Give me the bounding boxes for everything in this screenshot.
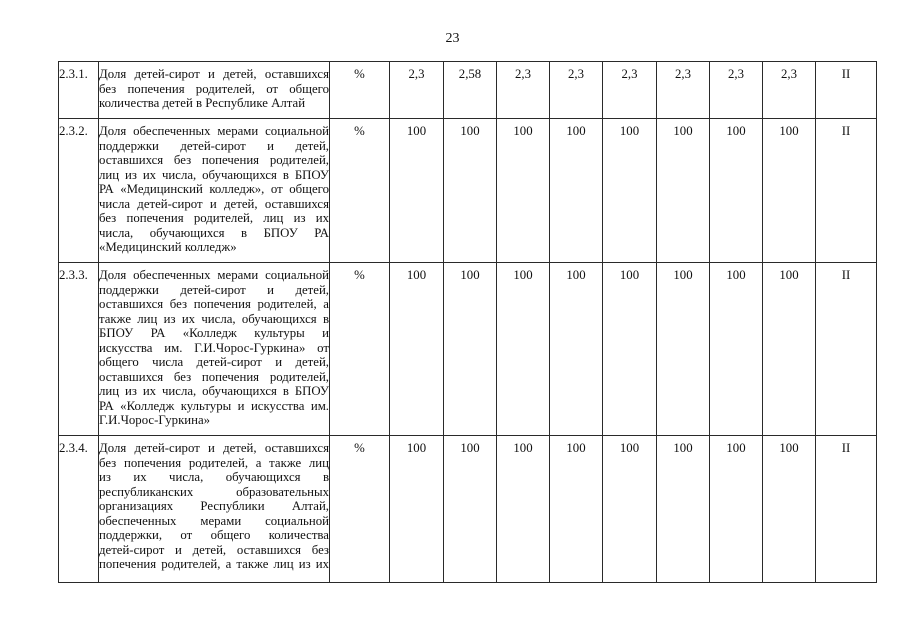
indicator-description <box>99 119 330 263</box>
description-line: поддержки детей-сирот и детей, <box>99 282 329 297</box>
indicator-description <box>99 62 330 119</box>
description-line: лиц из их числа, обучающихся в БПОУ <box>99 167 329 182</box>
description-line: числа детей-сирот и детей, оставшихся <box>99 196 329 211</box>
description-line: Доля детей-сирот и детей, оставшихся <box>99 441 329 455</box>
value-cell: 100 <box>657 263 710 436</box>
category-cell: II <box>816 263 877 436</box>
description-line: БПОУ РА «Колледж культуры и <box>99 326 329 340</box>
table-row <box>59 62 877 119</box>
description-line: организациях Республики Алтай, <box>99 499 329 513</box>
description-line: лиц из их числа, обучающихся в БПОУ <box>99 384 329 398</box>
description-line: Г.И.Чорос-Гуркина» <box>99 413 211 427</box>
value-cell: 100 <box>763 263 816 436</box>
value-cell: 100 <box>710 263 763 436</box>
value-cell: 2,3 <box>497 62 550 119</box>
description-line: «Медицинский колледж» <box>99 240 237 254</box>
value-cell: 2,3 <box>603 62 657 119</box>
description-line: без попечения родителей, от общего <box>99 81 329 96</box>
description-line: обеспеченных мерами социальной <box>99 513 329 528</box>
description-line: поддержки, от общего количества <box>99 528 329 542</box>
value-cell: 100 <box>390 436 444 583</box>
description-line: также лиц из их числа, обучающихся в <box>99 311 329 326</box>
description-line: оставшихся без попечения родителей, <box>99 153 329 167</box>
description-line: без попечения родителей, лиц из их <box>99 211 329 225</box>
description-line: попечения родителей, а также лиц из их <box>99 557 329 571</box>
description-line: РА «Медицинский колледж», от общего <box>99 182 329 196</box>
category-cell: II <box>816 436 877 583</box>
value-cell: 100 <box>763 436 816 583</box>
value-cell: 100 <box>710 436 763 583</box>
value-cell: 100 <box>550 263 603 436</box>
value-cell: 100 <box>603 436 657 583</box>
value-cell: 2,3 <box>763 62 816 119</box>
row-number: 2.3.4. <box>59 436 99 583</box>
unit-cell: % <box>330 436 390 583</box>
value-cell: 100 <box>444 119 497 263</box>
description-line: количества детей в Республике Алтай <box>99 96 306 110</box>
description-line: без попечения родителей, а также лиц <box>99 455 329 470</box>
value-cell: 100 <box>657 119 710 263</box>
description-line: из их числа, обучающихся в <box>99 470 329 484</box>
description-line: искусства им. Г.И.Чорос-Гуркина» от <box>99 340 329 355</box>
value-cell: 2,3 <box>550 62 603 119</box>
category-cell: II <box>816 119 877 263</box>
value-cell: 100 <box>390 263 444 436</box>
indicator-description <box>99 263 330 436</box>
value-cell: 100 <box>657 436 710 583</box>
value-cell: 2,58 <box>444 62 497 119</box>
description-line: числа, обучающихся в БПОУ РА <box>99 225 329 240</box>
unit-cell: % <box>330 119 390 263</box>
value-cell: 100 <box>763 119 816 263</box>
value-cell: 100 <box>497 119 550 263</box>
page-number: 23 <box>445 31 460 46</box>
description-line: Доля детей-сирот и детей, оставшихся <box>99 67 329 81</box>
table-row <box>59 119 877 263</box>
value-cell: 2,3 <box>657 62 710 119</box>
description-line: Доля обеспеченных мерами социальной <box>99 268 329 282</box>
description-line: детей-сирот и детей, оставшихся без <box>99 542 329 557</box>
category-cell: II <box>816 62 877 119</box>
value-cell: 100 <box>603 119 657 263</box>
table-row <box>59 263 877 436</box>
value-cell: 2,3 <box>710 62 763 119</box>
value-cell: 100 <box>603 263 657 436</box>
description-line: оставшихся без попечения родителей, а <box>99 297 329 311</box>
description-line: поддержки детей-сирот и детей, <box>99 138 329 153</box>
value-cell: 100 <box>710 119 763 263</box>
value-cell: 100 <box>550 436 603 583</box>
value-cell: 100 <box>444 263 497 436</box>
unit-cell: % <box>330 263 390 436</box>
value-cell: 100 <box>390 119 444 263</box>
value-cell: 100 <box>444 436 497 583</box>
description-line: республиканских образовательных <box>99 484 329 499</box>
indicator-description <box>99 436 330 583</box>
value-cell: 2,3 <box>390 62 444 119</box>
row-number: 2.3.3. <box>59 263 99 436</box>
indicators-table <box>58 61 877 583</box>
description-line: Доля обеспеченных мерами социальной <box>99 124 329 138</box>
value-cell: 100 <box>550 119 603 263</box>
table-row <box>59 436 877 583</box>
row-number: 2.3.1. <box>59 62 99 119</box>
unit-cell: % <box>330 62 390 119</box>
description-line: оставшихся без попечения родителей, <box>99 369 329 384</box>
description-line: общего числа детей-сирот и детей, <box>99 355 329 369</box>
row-number: 2.3.2. <box>59 119 99 263</box>
description-line: РА «Колледж культуры и искусства им. <box>99 398 329 413</box>
value-cell: 100 <box>497 436 550 583</box>
value-cell: 100 <box>497 263 550 436</box>
